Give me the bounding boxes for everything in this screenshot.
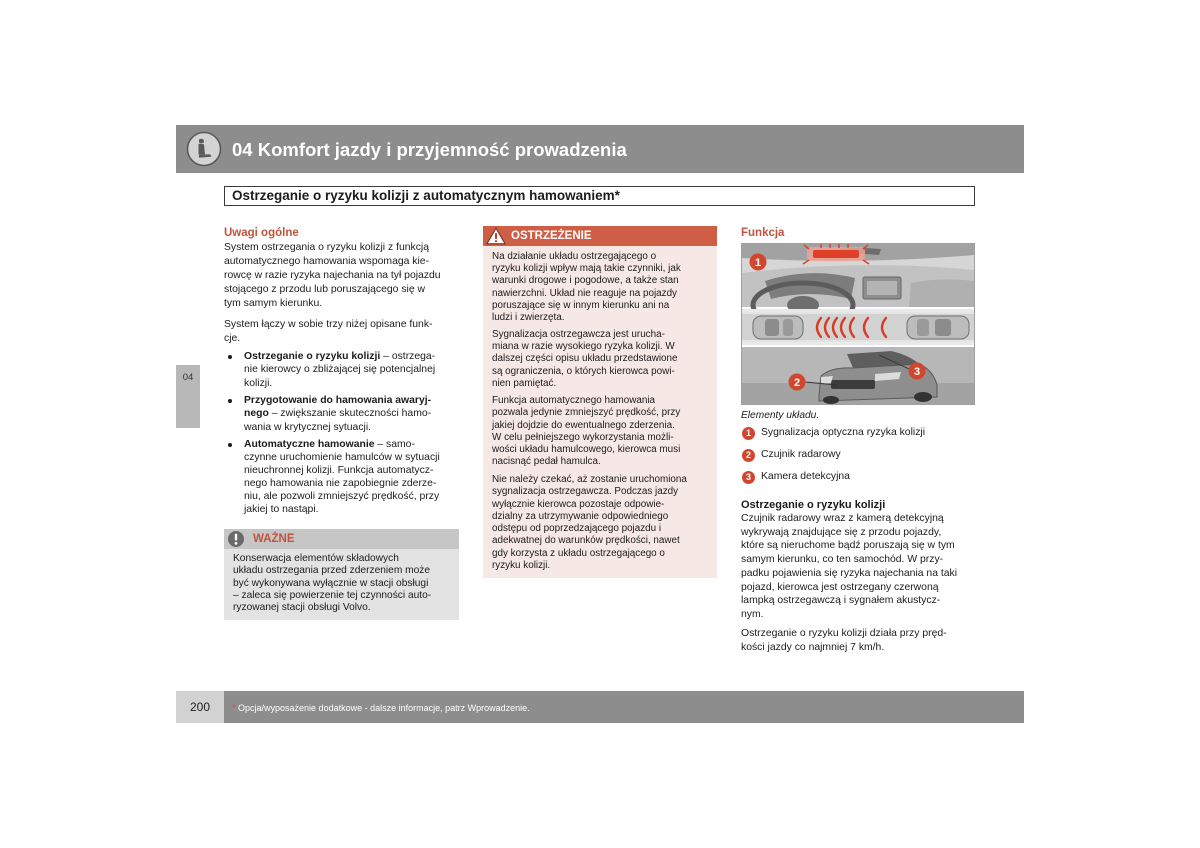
text-line: nieuchronnej kolizji. Funkcja automatycz- (244, 465, 434, 476)
text-line: są ograniczenia, o których kierowca powi- (492, 365, 675, 377)
important-text (233, 553, 431, 614)
vehicle-ahead-top-view (907, 316, 969, 339)
function-heading: Funkcja (741, 227, 785, 239)
warning-paragraph-4 (492, 474, 687, 572)
legend-text: Czujnik radarowy (761, 449, 841, 460)
text-line: rowcę w razie ryzyka najechania na tył pojazdu (224, 270, 441, 281)
text-line: nacisnąć pedał hamulca. (492, 456, 601, 468)
warning-paragraph-3 (492, 395, 680, 469)
text-line: automatycznego hamowania wspomaga kie- (224, 256, 430, 267)
text-line: Konserwacja elementów składowych (233, 553, 399, 564)
figure-badge-3-label: 3 (913, 366, 921, 378)
important-box (224, 529, 459, 620)
text-line: być wykonywana wyłącznie w stacji obsługi (233, 577, 429, 589)
bullet-dot (228, 399, 232, 403)
page-number: 200 (189, 700, 211, 714)
text-line: – zaleca się powierzenie tej czynności auto- (233, 589, 432, 601)
legend-badge: 1 (742, 427, 755, 440)
figure-caption: Elementy układu. (741, 410, 820, 421)
important-label: WAŻNE (253, 533, 295, 545)
text-line (244, 407, 431, 420)
chapter-side-tab (176, 365, 200, 428)
figure-badge-2-label: 2 (793, 377, 801, 389)
text-line: stojącego z przodu lub poruszającego się w (224, 284, 426, 295)
text-line: które są nieruchome bądź poruszają się w tym (741, 540, 955, 552)
legend-badge: 3 (742, 471, 755, 484)
text-line: padku pojawienia się ryzyka najechania na taki (741, 567, 958, 579)
text-line: ludzi i zwierzęta. (492, 312, 565, 324)
text-line: wania w krytycznej sytuacji. (244, 421, 372, 433)
line-text: – samo- (374, 439, 415, 450)
text-line: samym kierunku, co ten samochód. W przy- (741, 554, 944, 566)
chapter-header (176, 125, 1024, 173)
text-line: poruszające się w innym kierunku ani na (492, 299, 670, 311)
own-car-top-view (753, 316, 803, 339)
legend-text: Kamera detekcyjna (761, 471, 850, 482)
text-line: nawierzchni. Układ nie reaguje na pojazdy (492, 287, 677, 299)
footer-note (232, 702, 530, 714)
text-line: wości układu hamulcowego, kierowca musi (492, 444, 681, 456)
text-line: układu ostrzegania przed zderzeniem może (233, 565, 431, 577)
figure-badge-3 (909, 363, 926, 380)
bullet-item-collision-warning (244, 350, 435, 390)
legend-badge: 2 (742, 449, 755, 462)
text-line: nie kierowcy o zbliżającej się potencjalnej (244, 364, 436, 376)
system-components-figure (741, 243, 975, 405)
chapter-side-tab-label: 04 (182, 372, 194, 383)
text-line: pojazd, kierowca jest ostrzegany czerwoną (741, 581, 939, 593)
section-title: Ostrzeganie o ryzyku kolizji z automatycznym hamowaniem* (232, 188, 620, 203)
text-line: nym. (741, 608, 764, 620)
footer-note-text: Opcja/wyposażenie dodatkowe - dalsze informacje, patrz Wprowadzenie. (235, 703, 530, 713)
text-line: jakiej to nastąpi. (244, 504, 319, 515)
intro-paragraph (224, 241, 441, 311)
text-line: nien pamiętać. (492, 377, 557, 389)
bold-term: Automatyczne hamowanie (244, 439, 375, 450)
text-line: niu, ale pozwoli zmniejszyć prędkość, przy (244, 491, 440, 502)
important-box-header (224, 529, 459, 549)
text-line: lampką ostrzegawczą i sygnałem akustycz- (741, 595, 941, 607)
footer-bar (224, 691, 1024, 723)
exclamation-icon (227, 530, 245, 548)
text-line (244, 438, 440, 451)
warning-label: OSTRZEŻENIE (511, 230, 592, 242)
bullet-item-brake-preparation (244, 394, 431, 434)
text-line: czynne uruchomienie hamulców w sytuacji (244, 452, 440, 463)
bold-term: Przygotowanie do hamowania awaryj- (244, 395, 432, 406)
text-line: dalszej części opisu układu przedstawione (492, 353, 678, 365)
collision-warning-paragraph (741, 512, 957, 622)
figure-badge-1-label: 1 (754, 257, 762, 269)
text-line: ryzyku kolizji. (492, 560, 551, 572)
text-line (244, 350, 435, 363)
text-line: Ostrzeganie o ryzyku kolizji działa przy pręd- (741, 628, 947, 639)
text-line: ryzyku kolizji wpływ mają takie czynniki, jak (492, 263, 681, 275)
car-front-view (742, 347, 974, 404)
line-text: – ostrzega- (380, 351, 436, 362)
bold-term: nego (244, 408, 269, 420)
text-line: gdy korzysta z układu ostrzegającego o (492, 547, 665, 559)
text-line: wyłącznie kierowca pozostaje odpowie- (492, 498, 665, 510)
text-line: odstępu od poprzedzającego pojazdu i (492, 523, 662, 535)
figure-badge-1 (750, 254, 767, 271)
section-title-box (224, 186, 975, 206)
text-line: System łączy w sobie trzy niżej opisane funk- (224, 319, 433, 330)
text-line: dzialny za utrzymywanie odpowiedniego (492, 510, 669, 522)
text-line: Sygnalizacja ostrzegawcza jest urucha- (492, 329, 665, 340)
seat-icon (186, 131, 222, 167)
collision-warning-subheading: Ostrzeganie o ryzyku kolizji (741, 499, 886, 511)
bullet-item-auto-brake (244, 438, 440, 516)
text-line: Nie należy czekać, aż zostanie uruchomiona (492, 474, 687, 485)
text-line: warunki drogowe i pogodowe, a także stan (492, 275, 679, 287)
text-line: Czujnik radarowy wraz z kamerą detekcyjną (741, 513, 944, 524)
chapter-title: 04 Komfort jazdy i przyjemność prowadzenia (232, 139, 627, 160)
text-line: adekwatnej do warunków prędkości, nawet (492, 535, 680, 547)
intro-paragraph-2 (224, 318, 432, 345)
line-text: – zwiększanie skuteczności hamo- (268, 408, 432, 420)
text-line: wykrywają znajdujące się z przodu pojazdy, (741, 526, 942, 538)
warning-box-header (483, 226, 717, 246)
text-line: System ostrzegania o ryzyku kolizji z funkcją (224, 242, 430, 253)
bullet-dot (228, 443, 232, 447)
text-line: W celu pełniejszego wykorzystania możli- (492, 431, 674, 443)
warning-box (483, 226, 717, 578)
text-line: Na działanie układu ostrzegającego o (492, 251, 657, 262)
bullet-dot (228, 355, 232, 359)
text-line: cje. (224, 332, 241, 344)
text-line: pozwala jedynie zmniejszyć prędkość, przy (492, 407, 681, 419)
text-line: kolizji. (244, 377, 273, 389)
text-line: nego hamowania nie zapobiegnie zderze- (244, 478, 437, 489)
text-line (244, 394, 431, 407)
text-line: jakiej dojdzie do ewentualnego zderzenia. (492, 419, 675, 431)
warning-triangle-icon (486, 227, 506, 245)
text-line: ryzowanej stacji obsługi Volvo. (233, 602, 371, 614)
bold-term: Ostrzeganie o ryzyku kolizji (244, 351, 381, 362)
text-line: tym samym kierunku. (224, 298, 323, 309)
warning-light-bar (803, 244, 869, 264)
text-line: kości jazdy co najmniej 7 km/h. (741, 642, 885, 653)
footer-asterisk: * (232, 703, 236, 713)
warning-paragraph-2 (492, 329, 678, 390)
text-line: sygnalizacja ostrzegawcza. Podczas jazdy (492, 486, 679, 498)
text-line: miana w razie wysokiego ryzyka kolizji. W (492, 341, 675, 353)
page-number-box (176, 691, 224, 723)
text-line: Funkcja automatycznego hamowania (492, 395, 656, 406)
general-notes-heading: Uwagi ogólne (224, 227, 299, 239)
speed-threshold-paragraph (741, 627, 947, 655)
warning-paragraph-1 (492, 251, 681, 324)
legend-text: Sygnalizacja optyczna ryzyka kolizji (761, 427, 926, 438)
figure-badge-2 (789, 374, 806, 391)
